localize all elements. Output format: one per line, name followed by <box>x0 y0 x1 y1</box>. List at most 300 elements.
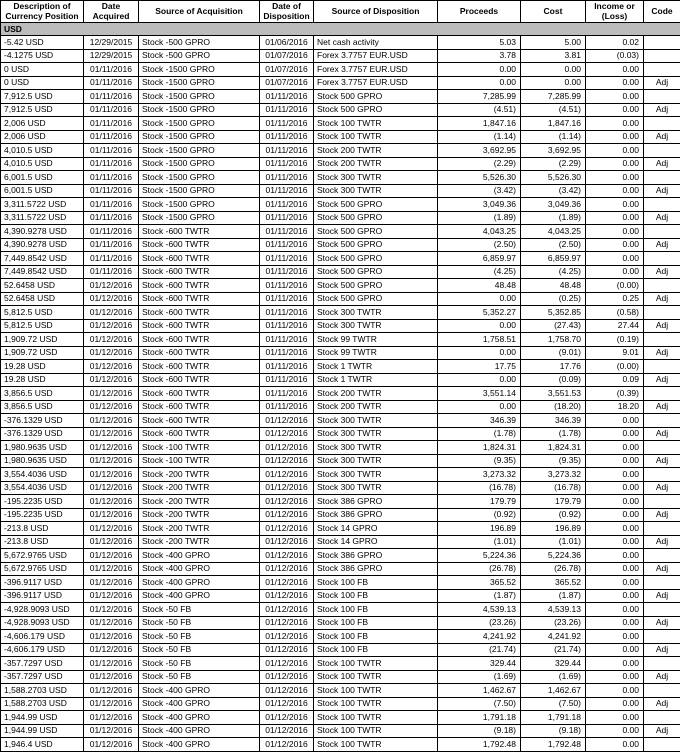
cell-source-disposition: Stock 300 TWTR <box>314 481 438 495</box>
cell-date-disposition: 01/11/2016 <box>260 184 314 198</box>
cell-date-acquired: 12/29/2015 <box>84 36 139 50</box>
table-row <box>1 495 680 509</box>
table-row <box>1 184 680 198</box>
cell-proceeds: 3,692.95 <box>438 144 521 158</box>
cell-income-loss: (0.39) <box>586 387 644 401</box>
cell-cost: 346.39 <box>521 414 586 428</box>
cell-date-disposition: 01/11/2016 <box>260 252 314 266</box>
cell-description: 52.6458 USD <box>1 292 84 306</box>
cell-date-acquired: 01/12/2016 <box>84 454 139 468</box>
cell-income-loss: 0.00 <box>586 265 644 279</box>
cell-income-loss: 0.00 <box>586 657 644 671</box>
cell-cost: (9.35) <box>521 454 586 468</box>
cell-source-disposition: Stock 500 GPRO <box>314 198 438 212</box>
column-header-proceeds: Proceeds <box>438 1 521 23</box>
cell-code: Adj <box>644 454 680 468</box>
table-row <box>1 576 680 590</box>
cell-description: -4,606.179 USD <box>1 643 84 657</box>
table-row <box>1 333 680 347</box>
cell-source-disposition: Stock 300 TWTR <box>314 184 438 198</box>
cell-code <box>644 549 680 563</box>
cell-proceeds: 179.79 <box>438 495 521 509</box>
cell-income-loss: 0.00 <box>586 630 644 644</box>
column-header-date-disposition: Date of Disposition <box>260 1 314 23</box>
cell-description: 3,856.5 USD <box>1 400 84 414</box>
cell-source-acquisition: Stock -200 TWTR <box>139 468 260 482</box>
table-row <box>1 603 680 617</box>
cell-source-acquisition: Stock -50 FB <box>139 657 260 671</box>
cell-cost: (7.50) <box>521 697 586 711</box>
cell-cost: (3.42) <box>521 184 586 198</box>
cell-description: 3,554.4036 USD <box>1 468 84 482</box>
cell-cost: (4.25) <box>521 265 586 279</box>
cell-source-disposition: Stock 14 GPRO <box>314 535 438 549</box>
table-row <box>1 468 680 482</box>
cell-income-loss: 0.00 <box>586 616 644 630</box>
cell-source-acquisition: Stock -500 GPRO <box>139 49 260 63</box>
cell-cost: 5,352.85 <box>521 306 586 320</box>
header-row <box>1 1 680 23</box>
cell-source-disposition: Stock 200 TWTR <box>314 144 438 158</box>
cell-code <box>644 225 680 239</box>
cell-cost: (9.18) <box>521 724 586 738</box>
cell-proceeds: 1,847.16 <box>438 117 521 131</box>
cell-source-disposition: Stock 99 TWTR <box>314 333 438 347</box>
cell-description: 4,390.9278 USD <box>1 225 84 239</box>
cell-income-loss: 0.00 <box>586 589 644 603</box>
cell-proceeds: 4,539.13 <box>438 603 521 617</box>
table-row <box>1 441 680 455</box>
cell-proceeds: 6,859.97 <box>438 252 521 266</box>
cell-income-loss: 0.00 <box>586 495 644 509</box>
cell-date-disposition: 01/12/2016 <box>260 657 314 671</box>
table-row <box>1 252 680 266</box>
cell-cost: (1.87) <box>521 589 586 603</box>
cell-date-disposition: 01/12/2016 <box>260 441 314 455</box>
cell-proceeds: 17.75 <box>438 360 521 374</box>
cell-source-acquisition: Stock -50 FB <box>139 670 260 684</box>
cell-date-acquired: 01/12/2016 <box>84 603 139 617</box>
cell-income-loss: (0.19) <box>586 333 644 347</box>
cell-cost: 1,758.70 <box>521 333 586 347</box>
cell-proceeds: (4.51) <box>438 103 521 117</box>
cell-source-acquisition: Stock -400 GPRO <box>139 711 260 725</box>
cell-description: -4.1275 USD <box>1 49 84 63</box>
table-row <box>1 562 680 576</box>
cell-date-disposition: 01/12/2016 <box>260 414 314 428</box>
table-row <box>1 373 680 387</box>
cell-income-loss: 0.00 <box>586 252 644 266</box>
cell-date-disposition: 01/12/2016 <box>260 616 314 630</box>
cell-proceeds: 0.00 <box>438 346 521 360</box>
cell-date-acquired: 01/12/2016 <box>84 643 139 657</box>
cell-source-acquisition: Stock -600 TWTR <box>139 265 260 279</box>
cell-cost: (1.78) <box>521 427 586 441</box>
cell-date-disposition: 01/11/2016 <box>260 333 314 347</box>
cell-proceeds: (16.78) <box>438 481 521 495</box>
cell-proceeds: 1,758.51 <box>438 333 521 347</box>
cell-description: -5.42 USD <box>1 36 84 50</box>
cell-date-disposition: 01/11/2016 <box>260 387 314 401</box>
table-row <box>1 144 680 158</box>
cell-income-loss: 0.09 <box>586 373 644 387</box>
cell-proceeds: 5,526.30 <box>438 171 521 185</box>
cell-date-disposition: 01/11/2016 <box>260 117 314 131</box>
cell-source-acquisition: Stock -1500 GPRO <box>139 171 260 185</box>
cell-source-disposition: Stock 386 GPRO <box>314 508 438 522</box>
cell-description: 0 USD <box>1 63 84 77</box>
table-row <box>1 387 680 401</box>
cell-cost: (4.51) <box>521 103 586 117</box>
cell-source-disposition: Stock 500 GPRO <box>314 225 438 239</box>
cell-code: Adj <box>644 346 680 360</box>
cell-cost: 5,526.30 <box>521 171 586 185</box>
cell-proceeds: 0.00 <box>438 63 521 77</box>
cell-description: 19.28 USD <box>1 360 84 374</box>
table-row <box>1 346 680 360</box>
cell-date-acquired: 01/12/2016 <box>84 279 139 293</box>
table-row <box>1 171 680 185</box>
cell-source-disposition: Stock 300 TWTR <box>314 319 438 333</box>
cell-cost: (1.01) <box>521 535 586 549</box>
column-header-source-disposition: Source of Disposition <box>314 1 438 23</box>
cell-source-disposition: Forex 3.7757 EUR.USD <box>314 76 438 90</box>
cell-source-acquisition: Stock -200 TWTR <box>139 522 260 536</box>
cell-source-acquisition: Stock -600 TWTR <box>139 373 260 387</box>
cell-source-acquisition: Stock -50 FB <box>139 630 260 644</box>
cell-code: Adj <box>644 319 680 333</box>
cell-date-disposition: 01/12/2016 <box>260 711 314 725</box>
cell-cost: (16.78) <box>521 481 586 495</box>
cell-description: 52.6458 USD <box>1 279 84 293</box>
cell-description: -357.7297 USD <box>1 657 84 671</box>
cell-cost: 5,224.36 <box>521 549 586 563</box>
cell-date-disposition: 01/12/2016 <box>260 562 314 576</box>
cell-date-disposition: 01/11/2016 <box>260 198 314 212</box>
cell-date-acquired: 01/12/2016 <box>84 616 139 630</box>
cell-description: 2,006 USD <box>1 117 84 131</box>
cell-proceeds: (9.35) <box>438 454 521 468</box>
table-row <box>1 657 680 671</box>
cell-source-acquisition: Stock -400 GPRO <box>139 589 260 603</box>
cell-income-loss: 0.00 <box>586 211 644 225</box>
cell-date-disposition: 01/11/2016 <box>260 279 314 293</box>
cell-income-loss: 0.00 <box>586 697 644 711</box>
cell-income-loss: 0.00 <box>586 643 644 657</box>
cell-date-disposition: 01/11/2016 <box>260 360 314 374</box>
cell-cost: (1.14) <box>521 130 586 144</box>
cell-cost: 4,539.13 <box>521 603 586 617</box>
cell-proceeds: 0.00 <box>438 292 521 306</box>
cell-code <box>644 387 680 401</box>
cell-date-disposition: 01/11/2016 <box>260 319 314 333</box>
cell-date-acquired: 01/12/2016 <box>84 319 139 333</box>
cell-proceeds: (21.74) <box>438 643 521 657</box>
cell-date-acquired: 01/12/2016 <box>84 387 139 401</box>
table-row <box>1 481 680 495</box>
table-row <box>1 238 680 252</box>
cell-date-acquired: 01/12/2016 <box>84 400 139 414</box>
cell-date-disposition: 01/12/2016 <box>260 576 314 590</box>
cell-description: 7,912.5 USD <box>1 103 84 117</box>
cell-cost: 4,043.25 <box>521 225 586 239</box>
cell-cost: (21.74) <box>521 643 586 657</box>
cell-source-acquisition: Stock -200 TWTR <box>139 481 260 495</box>
cell-code: Adj <box>644 211 680 225</box>
cell-description: 4,010.5 USD <box>1 157 84 171</box>
cell-date-acquired: 01/12/2016 <box>84 333 139 347</box>
cell-code <box>644 630 680 644</box>
table-row <box>1 157 680 171</box>
cell-source-disposition: Stock 100 TWTR <box>314 697 438 711</box>
cell-source-acquisition: Stock -500 GPRO <box>139 36 260 50</box>
cell-source-disposition: Forex 3.7757 EUR.USD <box>314 63 438 77</box>
cell-source-disposition: Stock 200 TWTR <box>314 387 438 401</box>
cell-source-acquisition: Stock -1500 GPRO <box>139 157 260 171</box>
cell-date-acquired: 01/12/2016 <box>84 724 139 738</box>
cell-code <box>644 171 680 185</box>
cell-source-acquisition: Stock -1500 GPRO <box>139 144 260 158</box>
cell-source-disposition: Stock 100 TWTR <box>314 670 438 684</box>
cell-proceeds: 0.00 <box>438 373 521 387</box>
table-row <box>1 90 680 104</box>
cell-source-disposition: Stock 100 TWTR <box>314 684 438 698</box>
cell-proceeds: 0.00 <box>438 400 521 414</box>
cell-source-disposition: Stock 14 GPRO <box>314 522 438 536</box>
cell-income-loss: 0.00 <box>586 684 644 698</box>
cell-cost: 365.52 <box>521 576 586 590</box>
cell-cost: (0.25) <box>521 292 586 306</box>
cell-proceeds: 4,241.92 <box>438 630 521 644</box>
cell-code <box>644 684 680 698</box>
cell-income-loss: 0.00 <box>586 157 644 171</box>
cell-proceeds: (26.78) <box>438 562 521 576</box>
cell-source-acquisition: Stock -1500 GPRO <box>139 63 260 77</box>
table-row <box>1 724 680 738</box>
cell-date-acquired: 01/11/2016 <box>84 171 139 185</box>
cell-cost: 48.48 <box>521 279 586 293</box>
cell-source-acquisition: Stock -400 GPRO <box>139 684 260 698</box>
cell-source-acquisition: Stock -400 GPRO <box>139 697 260 711</box>
cell-proceeds: 1,792.48 <box>438 738 521 752</box>
cell-source-acquisition: Stock -600 TWTR <box>139 292 260 306</box>
cell-description: -357.7297 USD <box>1 670 84 684</box>
cell-code <box>644 333 680 347</box>
table-row <box>1 225 680 239</box>
cell-code <box>644 576 680 590</box>
cell-description: -4,928.9093 USD <box>1 603 84 617</box>
cell-date-acquired: 01/12/2016 <box>84 373 139 387</box>
cell-proceeds: 5.03 <box>438 36 521 50</box>
cell-source-acquisition: Stock -600 TWTR <box>139 360 260 374</box>
cell-date-acquired: 01/11/2016 <box>84 265 139 279</box>
cell-date-disposition: 01/11/2016 <box>260 238 314 252</box>
cell-income-loss: 0.00 <box>586 103 644 117</box>
table-row <box>1 711 680 725</box>
table-row <box>1 454 680 468</box>
cell-income-loss: 0.00 <box>586 198 644 212</box>
cell-date-disposition: 01/12/2016 <box>260 427 314 441</box>
cell-source-acquisition: Stock -1500 GPRO <box>139 103 260 117</box>
cell-proceeds: 1,462.67 <box>438 684 521 698</box>
column-header-source-acquisition: Source of Acquisition <box>139 1 260 23</box>
cell-source-acquisition: Stock -600 TWTR <box>139 427 260 441</box>
cell-cost: 0.00 <box>521 63 586 77</box>
cell-description: 3,311.5722 USD <box>1 198 84 212</box>
cell-date-acquired: 01/11/2016 <box>84 117 139 131</box>
cell-source-disposition: Stock 1 TWTR <box>314 360 438 374</box>
cell-cost: 3.81 <box>521 49 586 63</box>
cell-source-disposition: Stock 300 TWTR <box>314 171 438 185</box>
cell-code <box>644 360 680 374</box>
cell-source-disposition: Stock 100 TWTR <box>314 130 438 144</box>
cell-cost: (26.78) <box>521 562 586 576</box>
cell-date-acquired: 01/12/2016 <box>84 427 139 441</box>
table-row <box>1 549 680 563</box>
cell-source-acquisition: Stock -400 GPRO <box>139 562 260 576</box>
cell-proceeds: (1.14) <box>438 130 521 144</box>
cell-date-acquired: 01/12/2016 <box>84 306 139 320</box>
cell-date-acquired: 01/12/2016 <box>84 670 139 684</box>
cell-date-acquired: 01/11/2016 <box>84 103 139 117</box>
cell-date-disposition: 01/12/2016 <box>260 670 314 684</box>
cell-proceeds: (1.69) <box>438 670 521 684</box>
cell-description: 1,980.9635 USD <box>1 454 84 468</box>
cell-source-acquisition: Stock -50 FB <box>139 643 260 657</box>
cell-date-disposition: 01/11/2016 <box>260 130 314 144</box>
cell-description: -213.8 USD <box>1 535 84 549</box>
cell-date-acquired: 01/12/2016 <box>84 697 139 711</box>
cell-cost: (18.20) <box>521 400 586 414</box>
cell-date-disposition: 01/12/2016 <box>260 589 314 603</box>
cell-source-acquisition: Stock -600 TWTR <box>139 238 260 252</box>
cell-code <box>644 144 680 158</box>
cell-description: 6,001.5 USD <box>1 184 84 198</box>
table-row <box>1 49 680 63</box>
cell-income-loss: 0.02 <box>586 36 644 50</box>
cell-source-acquisition: Stock -100 TWTR <box>139 441 260 455</box>
cell-source-acquisition: Stock -1500 GPRO <box>139 211 260 225</box>
cell-date-disposition: 01/12/2016 <box>260 468 314 482</box>
cell-date-acquired: 12/29/2015 <box>84 49 139 63</box>
cell-proceeds: 5,352.27 <box>438 306 521 320</box>
cell-date-acquired: 01/12/2016 <box>84 346 139 360</box>
cell-date-acquired: 01/12/2016 <box>84 535 139 549</box>
cell-date-acquired: 01/12/2016 <box>84 684 139 698</box>
cell-date-disposition: 01/11/2016 <box>260 90 314 104</box>
cell-date-disposition: 01/11/2016 <box>260 306 314 320</box>
cell-cost: 179.79 <box>521 495 586 509</box>
table-row <box>1 198 680 212</box>
cell-description: 1,909.72 USD <box>1 333 84 347</box>
cell-proceeds: (9.18) <box>438 724 521 738</box>
cell-description: -376.1329 USD <box>1 427 84 441</box>
cell-date-acquired: 01/11/2016 <box>84 225 139 239</box>
cell-proceeds: 196.89 <box>438 522 521 536</box>
cell-proceeds: 3,049.36 <box>438 198 521 212</box>
currency-group-row <box>1 23 680 36</box>
cell-date-disposition: 01/12/2016 <box>260 454 314 468</box>
cell-date-disposition: 01/11/2016 <box>260 373 314 387</box>
table-row <box>1 535 680 549</box>
cell-source-disposition: Stock 300 TWTR <box>314 441 438 455</box>
cell-cost: (0.09) <box>521 373 586 387</box>
cell-date-acquired: 01/11/2016 <box>84 238 139 252</box>
cell-source-disposition: Stock 100 TWTR <box>314 724 438 738</box>
cell-proceeds: 365.52 <box>438 576 521 590</box>
cell-description: 3,554.4036 USD <box>1 481 84 495</box>
cell-code: Adj <box>644 697 680 711</box>
cell-description: -396.9117 USD <box>1 589 84 603</box>
cell-description: 19.28 USD <box>1 373 84 387</box>
cell-description: 1,909.72 USD <box>1 346 84 360</box>
cell-source-disposition: Stock 500 GPRO <box>314 252 438 266</box>
cell-cost: 0.00 <box>521 76 586 90</box>
cell-cost: (27.43) <box>521 319 586 333</box>
cell-source-disposition: Stock 100 TWTR <box>314 657 438 671</box>
cell-code <box>644 36 680 50</box>
cell-date-disposition: 01/06/2016 <box>260 36 314 50</box>
cell-code <box>644 63 680 77</box>
cell-code <box>644 414 680 428</box>
cell-source-acquisition: Stock -400 GPRO <box>139 576 260 590</box>
cell-cost: 4,241.92 <box>521 630 586 644</box>
table-row <box>1 427 680 441</box>
table-row <box>1 738 680 752</box>
cell-proceeds: (1.01) <box>438 535 521 549</box>
cell-income-loss: 0.00 <box>586 468 644 482</box>
cell-cost: 7,285.99 <box>521 90 586 104</box>
cell-income-loss: 0.00 <box>586 238 644 252</box>
table-row <box>1 306 680 320</box>
cell-income-loss: (0.00) <box>586 279 644 293</box>
cell-source-acquisition: Stock -600 TWTR <box>139 333 260 347</box>
cell-proceeds: 3.78 <box>438 49 521 63</box>
table-row <box>1 589 680 603</box>
cell-description: -213.8 USD <box>1 522 84 536</box>
cell-code <box>644 495 680 509</box>
cell-proceeds: (4.25) <box>438 265 521 279</box>
cell-code: Adj <box>644 157 680 171</box>
cell-proceeds: 329.44 <box>438 657 521 671</box>
cell-income-loss: 0.00 <box>586 184 644 198</box>
cell-source-acquisition: Stock -600 TWTR <box>139 279 260 293</box>
cell-source-disposition: Stock 386 GPRO <box>314 549 438 563</box>
cell-description: 1,588.2703 USD <box>1 684 84 698</box>
cell-proceeds: (1.87) <box>438 589 521 603</box>
cell-source-disposition: Stock 500 GPRO <box>314 90 438 104</box>
cell-income-loss: 0.00 <box>586 171 644 185</box>
cell-income-loss: 0.00 <box>586 562 644 576</box>
table-row <box>1 400 680 414</box>
cell-code: Adj <box>644 724 680 738</box>
cell-date-acquired: 01/11/2016 <box>84 157 139 171</box>
cell-description: 4,390.9278 USD <box>1 238 84 252</box>
cell-income-loss: (0.00) <box>586 360 644 374</box>
cell-description: 5,812.5 USD <box>1 319 84 333</box>
cell-source-acquisition: Stock -50 FB <box>139 616 260 630</box>
cell-cost: (1.89) <box>521 211 586 225</box>
cell-proceeds: 346.39 <box>438 414 521 428</box>
cell-income-loss: 0.00 <box>586 454 644 468</box>
cell-date-disposition: 01/07/2016 <box>260 63 314 77</box>
cell-code: Adj <box>644 103 680 117</box>
cell-description: 3,856.5 USD <box>1 387 84 401</box>
cell-source-disposition: Forex 3.7757 EUR.USD <box>314 49 438 63</box>
cell-code <box>644 49 680 63</box>
cell-cost: 3,049.36 <box>521 198 586 212</box>
cell-proceeds: (3.42) <box>438 184 521 198</box>
